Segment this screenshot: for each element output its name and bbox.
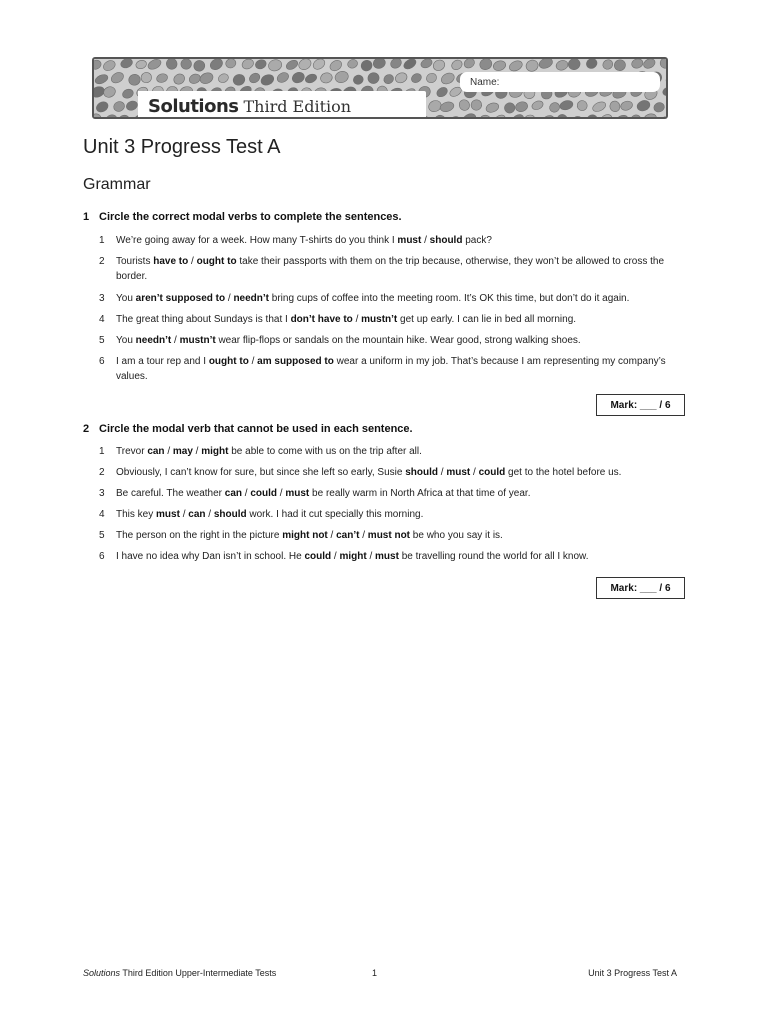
item-number: 5 [99, 530, 105, 541]
item-number: 1 [99, 235, 105, 246]
item-number: 5 [99, 335, 105, 346]
item-text [116, 509, 423, 520]
task1-list [99, 233, 669, 390]
item-text-part: / [327, 530, 337, 541]
brand-edition: Third Edition [243, 96, 352, 116]
modal-option[interactable]: might [339, 551, 367, 562]
item-text [116, 335, 581, 346]
name-field[interactable] [460, 72, 660, 92]
footer-page-number: 1 [372, 968, 378, 978]
modal-option[interactable]: could [478, 467, 506, 478]
item-text-part: / [359, 530, 368, 541]
modal-option[interactable]: can’t [336, 530, 360, 541]
exercise-item [99, 444, 669, 459]
item-text-part: Tourists [116, 256, 154, 267]
item-text-part: / [352, 314, 362, 325]
item-text-part: be who you say it is. [410, 530, 503, 541]
item-text [116, 488, 530, 499]
footer-brand: Solutions [83, 968, 121, 978]
item-text-part: I have no idea why Dan isn’t in school. He [116, 551, 305, 562]
item-number: 2 [99, 256, 105, 267]
exercise-item [99, 312, 669, 327]
item-text [116, 467, 621, 478]
modal-option[interactable]: could [250, 488, 278, 499]
modal-option[interactable]: don’t have to [290, 314, 353, 325]
brand-bold: Solutions [148, 95, 239, 117]
modal-option[interactable]: should [213, 509, 247, 520]
task1-number: 1 [83, 211, 90, 223]
modal-option[interactable]: ought to [208, 356, 249, 367]
item-number: 4 [99, 314, 105, 325]
item-text-part: / [205, 509, 214, 520]
modal-option[interactable]: needn’t [233, 293, 270, 304]
item-text-part: You [116, 335, 136, 346]
modal-option[interactable]: mustn’t [179, 335, 216, 346]
item-text-part: / [248, 356, 258, 367]
item-text-part: take their passports with them on the trip because, otherwise, they won’t be allowed to cross the border. [116, 256, 665, 282]
modal-option[interactable]: mustn’t [361, 314, 398, 325]
item-text [116, 235, 492, 246]
modal-option[interactable]: might not [282, 530, 328, 541]
item-number: 3 [99, 488, 105, 499]
modal-option[interactable]: ought to [196, 256, 237, 267]
item-text-part: / [438, 467, 447, 478]
item-number: 3 [99, 293, 105, 304]
item-number: 2 [99, 467, 105, 478]
footer-left [83, 968, 276, 978]
item-text-part: / [164, 446, 173, 457]
modal-option[interactable]: am supposed to [257, 356, 334, 367]
modal-option[interactable]: must [446, 467, 471, 478]
item-text-part: / [179, 509, 189, 520]
item-text-part: pack? [462, 235, 492, 246]
item-text-part: get to the hotel before us. [505, 467, 622, 478]
pebble [666, 98, 668, 113]
exercise-item [99, 465, 669, 480]
task1-instruction: Circle the correct modal verbs to complete the sentences. [99, 211, 402, 223]
modal-option[interactable]: can [147, 446, 165, 457]
item-text-part: Obviously, I can’t know for sure, but since she left so early, Susie [116, 467, 406, 478]
item-text-part: / [242, 488, 251, 499]
item-text-part: / [277, 488, 286, 499]
modal-option[interactable]: might [201, 446, 229, 457]
modal-option[interactable]: needn’t [135, 335, 172, 346]
exercise-item [99, 486, 669, 501]
exercise-item [99, 233, 669, 248]
task2-mark-box: Mark: ___ / 6 [596, 577, 685, 599]
task2-list [99, 444, 669, 570]
modal-option[interactable]: must not [367, 530, 411, 541]
task2-heading [83, 423, 413, 435]
item-text-part: wear flip-flops or sandals on the mountain hike. Wear good, strong walking shoes. [215, 335, 581, 346]
item-number: 4 [99, 509, 105, 520]
item-text-part: Be careful. The weather [116, 488, 225, 499]
name-label: Name: [470, 76, 500, 88]
item-text-part: / [331, 551, 340, 562]
item-text [116, 293, 629, 304]
item-number: 6 [99, 356, 105, 367]
item-number: 1 [99, 446, 105, 457]
modal-option[interactable]: could [304, 551, 332, 562]
item-text-part: We’re going away for a week. How many T-shirts do you think I [116, 235, 398, 246]
modal-option[interactable]: should [405, 467, 438, 478]
item-text-part: work. I had it cut specially this morning. [246, 509, 424, 520]
item-text-part: The great thing about Sundays is that I [116, 314, 291, 325]
item-text-part: You [116, 293, 136, 304]
exercise-item [99, 528, 669, 543]
item-text-part: be able to come with us on the trip after all. [228, 446, 422, 457]
item-text-part: I am a tour rep and I [116, 356, 209, 367]
exercise-item [99, 507, 669, 522]
modal-option[interactable]: must [375, 551, 399, 562]
modal-option[interactable]: have to [153, 256, 189, 267]
item-text-part: This key [116, 509, 157, 520]
task2-instruction: Circle the modal verb that cannot be used in each sentence. [99, 423, 413, 435]
item-text [116, 314, 576, 325]
modal-option[interactable]: must [397, 235, 422, 246]
exercise-item [99, 254, 669, 284]
item-text-part: Trevor [116, 446, 148, 457]
page-title: Unit 3 Progress Test A [83, 136, 281, 158]
item-text-part: wear a uniform in my job. That’s because I am representing my company’s values. [116, 356, 666, 382]
modal-option[interactable]: can [188, 509, 206, 520]
task1-heading [83, 211, 402, 223]
brand-logo [138, 91, 426, 119]
item-text-part: / [188, 256, 197, 267]
modal-option[interactable]: should [429, 235, 463, 246]
exercise-item [99, 549, 669, 564]
item-text-part: be really warm in North Africa at that time of year. [309, 488, 531, 499]
exercise-item [99, 291, 669, 306]
item-text-part: bring cups of coffee into the meeting room. It’s OK this time, but don’t do it again. [269, 293, 630, 304]
item-text-part: / [171, 335, 180, 346]
item-text-part: / [366, 551, 376, 562]
exercise-item [99, 354, 669, 384]
item-text-part: / [421, 235, 430, 246]
item-number: 6 [99, 551, 105, 562]
item-text-part: / [225, 293, 234, 304]
header-banner [92, 57, 668, 119]
item-text [116, 530, 503, 541]
item-text [116, 551, 588, 562]
modal-option[interactable]: may [172, 446, 193, 457]
item-text-part: be travelling round the world for all I know. [398, 551, 589, 562]
modal-option[interactable]: aren’t supposed to [135, 293, 226, 304]
item-text-part: / [192, 446, 202, 457]
item-text-part: get up early. I can lie in bed all morning. [397, 314, 577, 325]
item-text [116, 356, 666, 382]
item-text-part: The person on the right in the picture [116, 530, 283, 541]
item-text-part: / [470, 467, 479, 478]
task2-number: 2 [83, 423, 90, 435]
footer-right: Unit 3 Progress Test A [588, 968, 677, 978]
section-title: Grammar [83, 176, 151, 193]
exercise-item [99, 333, 669, 348]
item-text [116, 256, 664, 282]
modal-option[interactable]: can [224, 488, 242, 499]
item-text [116, 446, 422, 457]
footer-book: Third Edition Upper-Intermediate Tests [120, 968, 277, 978]
modal-option[interactable]: must [285, 488, 310, 499]
modal-option[interactable]: must [156, 509, 180, 520]
task1-mark-box: Mark: ___ / 6 [596, 394, 685, 416]
